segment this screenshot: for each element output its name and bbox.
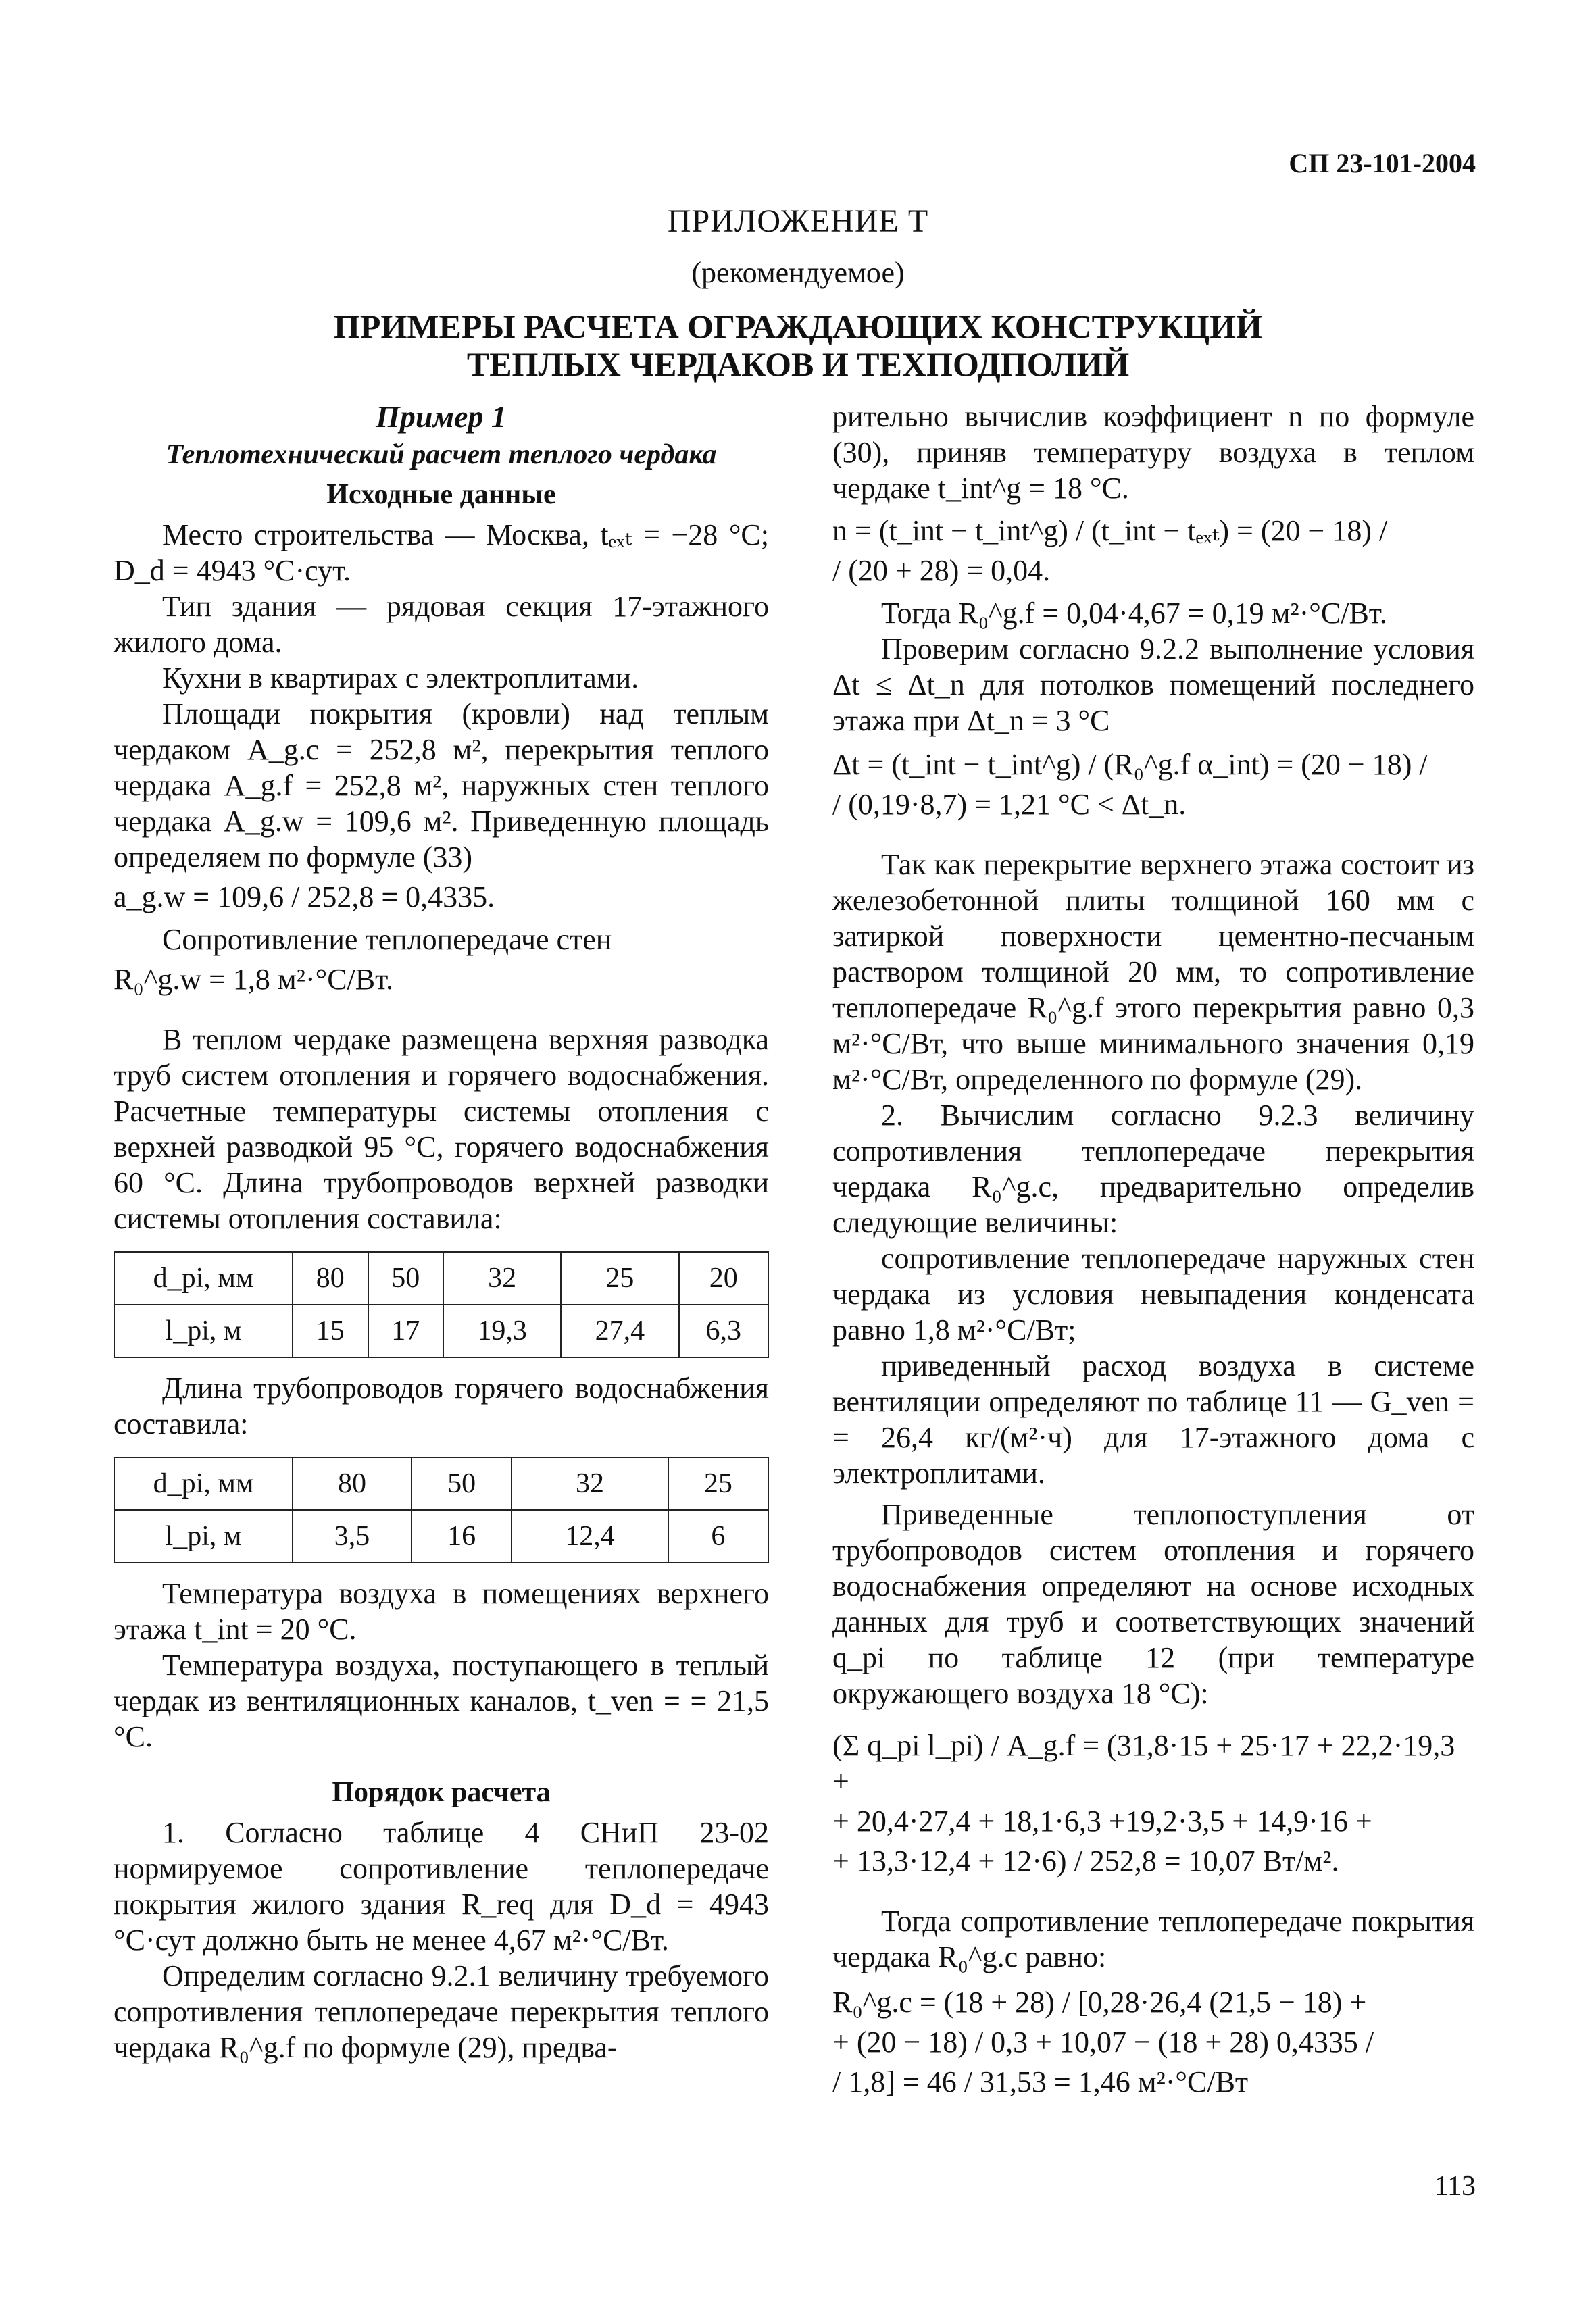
table-cell: 25 <box>668 1457 768 1510</box>
paragraph: Кухни в квартирах с электроплитами. <box>162 661 639 695</box>
appendix-note: (рекомендуемое) <box>691 256 905 289</box>
formula: + 13,3·12,4 + 12·6) / 252,8 = 10,07 Вт/м². <box>832 1844 1339 1878</box>
paragraph: В теплом чердаке размещена верхняя разводка труб систем отопления и горячего водоснабжения. Расчетные температуры системы отопления с верхней разводкой 95 °С, горячего водоснабжения 60 °С. Длина трубопроводов верхней разводки системы отопления составила: <box>114 1023 769 1235</box>
left-column <box>114 399 769 2065</box>
table-cell: d_pi, мм <box>114 1457 293 1510</box>
paragraph: Тип здания — рядовая секция 17-этажного жилого дома. <box>114 590 769 659</box>
paragraph: Проверим согласно 9.2.2 выполнение условия Δt ≤ Δt_n для потолков помещений последнего этажа при Δt_n = 3 °С <box>832 632 1474 737</box>
paragraph: Тогда R₀^g.f = 0,04·4,67 = 0,19 м²·°С/Вт. <box>881 597 1387 630</box>
formula: / (20 + 28) = 0,04. <box>832 554 1051 587</box>
appendix-heading-line1: ПРИМЕРЫ РАСЧЕТА ОГРАЖДАЮЩИХ КОНСТРУКЦИЙ <box>334 307 1262 345</box>
paragraph: Площади покрытия (кровли) над теплым чердаком A_g.c = 252,8 м², перекрытия теплого чердака A_g.f = 252,8 м², наружных стен теплого чердака A_g.w = 109,6 м². Приведенную площадь определяем по формуле (33) <box>114 697 769 874</box>
paragraph: рительно вычислив коэффициент n по формуле (30), приняв температуру воздуха в теплом чердаке t_int^g = 18 °С. <box>832 400 1474 505</box>
table-cell: l_pi, м <box>114 1305 293 1357</box>
paragraph: Место строительства — Москва, tₑₓₜ = −28 °С; D_d = 4943 °С·сут. <box>114 518 769 587</box>
formula: R₀^g.c = (18 + 28) / [0,28·26,4 (21,5 − 18) + <box>832 1986 1367 2019</box>
table-cell: 25 <box>561 1252 678 1305</box>
right-column <box>832 399 1474 2104</box>
formula: Δt = (t_int − t_int^g) / (R₀^g.f α_int) = (20 − 18) / <box>832 748 1428 781</box>
paragraph: Сопротивление теплопередаче стен <box>162 923 612 956</box>
formula: a_g.w = 109,6 / 252,8 = 0,4335. <box>114 880 495 913</box>
paragraph: Температура воздуха, поступающего в теплый чердак из вентиляционных каналов, t_ven = = 21,5 °С. <box>114 1649 769 1753</box>
table-cell: 50 <box>368 1252 444 1305</box>
table-row <box>114 1510 768 1563</box>
initial-data-heading: Исходные данные <box>326 479 556 510</box>
order-heading: Порядок расчета <box>332 1777 551 1808</box>
table-cell: l_pi, м <box>114 1510 293 1563</box>
table-row <box>114 1457 768 1510</box>
table-row <box>114 1252 768 1305</box>
table-cell: 20 <box>679 1252 768 1305</box>
table-cell: 16 <box>412 1510 512 1563</box>
appendix-heading <box>0 307 1596 383</box>
paragraph: Определим согласно 9.2.1 величину требуемого сопротивления теплопередаче перекрытия теплого чердака R₀^g.f по формуле (29), предва- <box>114 1959 769 2064</box>
formula: + (20 − 18) / 0,3 + 10,07 − (18 + 28) 0,4335 / <box>832 2026 1374 2059</box>
table-cell: 15 <box>293 1305 368 1357</box>
table-cell: 80 <box>293 1252 368 1305</box>
example-subtitle: Теплотехнический расчет теплого чердака <box>166 439 717 470</box>
paragraph: Приведенные теплопоступления от трубопроводов систем отопления и горячего водоснабжения определяют на основе исходных данных для труб и соответствующих значений q_pi по таблице 12 (при температуре окружающего воздуха 18 °С): <box>832 1498 1474 1710</box>
paragraph: Так как перекрытие верхнего этажа состоит из железобетонной плиты толщиной 160 мм с затиркой поверхности цементно-песчаным раствором толщиной 20 мм, то сопротивление теплопередаче R₀^g.f этого перекрытия равно 0,3 м²·°С/Вт, что выше минимального значения 0,19 м²·°С/Вт, определенного по формуле (29). <box>832 848 1474 1096</box>
appendix-heading-line2: ТЕПЛЫХ ЧЕРДАКОВ И ТЕХПОДПОЛИЙ <box>466 345 1130 383</box>
paragraph: 2. Вычислим согласно 9.2.3 величину сопротивления теплопередаче перекрытия чердака R₀^g.c, предварительно определив следующие величины: <box>832 1099 1474 1239</box>
table-cell: 3,5 <box>293 1510 412 1563</box>
formula: (Σ q_pi l_pi) / A_g.f = (31,8·15 + 25·17 + 22,2·19,3 + <box>832 1729 1455 1798</box>
paragraph: Длина трубопроводов горячего водоснабжения составила: <box>114 1372 769 1440</box>
paragraph: приведенный расход воздуха в системе вентиляции определяют по таблице 11 — G_ven = = 26,4 кг/(м²·ч) для 17-этажного дома с электроплитами. <box>832 1349 1474 1490</box>
table-cell: 6,3 <box>679 1305 768 1357</box>
table-cell: 32 <box>443 1252 561 1305</box>
document-code: СП 23-101-2004 <box>1289 148 1476 178</box>
heating-pipes-table <box>114 1251 769 1358</box>
table-cell: 50 <box>412 1457 512 1510</box>
formula: + 20,4·27,4 + 18,1·6,3 +19,2·3,5 + 14,9·16 + <box>832 1805 1372 1838</box>
paragraph: Тогда сопротивление теплопередаче покрытия чердака R₀^g.c равно: <box>832 1905 1474 1973</box>
appendix-title: ПРИЛОЖЕНИЕ Т <box>667 203 929 239</box>
formula: / (0,19·8,7) = 1,21 °С < Δt_n. <box>832 788 1187 821</box>
table-cell: d_pi, мм <box>114 1252 293 1305</box>
paragraph: Температура воздуха в помещениях верхнего этажа t_int = 20 °С. <box>114 1577 769 1646</box>
hot-water-pipes-table <box>114 1457 769 1563</box>
table-cell: 27,4 <box>561 1305 678 1357</box>
table-cell: 32 <box>512 1457 668 1510</box>
table-cell: 12,4 <box>512 1510 668 1563</box>
formula: R₀^g.w = 1,8 м²·°С/Вт. <box>114 963 394 996</box>
formula: / 1,8] = 46 / 31,53 = 1,46 м²·°С/Вт <box>832 2065 1249 2098</box>
paragraph: сопротивление теплопередаче наружных стен чердака из условия невыпадения конденсата равно 1,8 м²·°С/Вт; <box>832 1242 1474 1347</box>
table-cell: 6 <box>668 1510 768 1563</box>
table-cell: 19,3 <box>443 1305 561 1357</box>
table-row <box>114 1305 768 1357</box>
page-number: 113 <box>1434 2171 1476 2202</box>
formula: n = (t_int − t_int^g) / (t_int − tₑₓₜ) = (20 − 18) / <box>832 514 1388 547</box>
example-title: Пример 1 <box>376 399 507 434</box>
table-cell: 80 <box>293 1457 412 1510</box>
paragraph: 1. Согласно таблице 4 СНиП 23-02 нормируемое сопротивление теплопередаче покрытия жилого здания R_req для D_d = 4943 °С·сут должно быть не менее 4,67 м²·°С/Вт. <box>114 1816 769 1957</box>
table-cell: 17 <box>368 1305 444 1357</box>
